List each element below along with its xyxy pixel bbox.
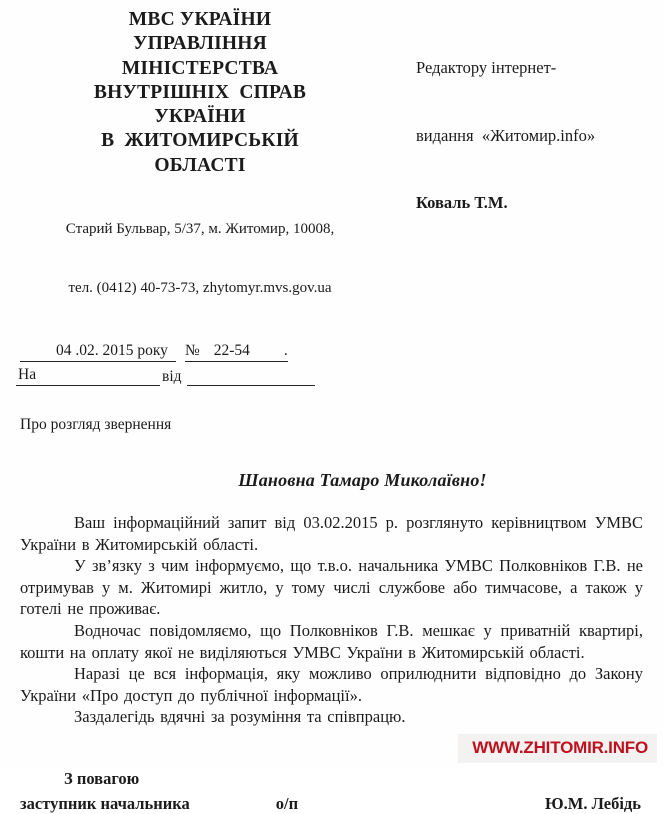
recipient-name: Коваль Т.М.	[416, 193, 508, 212]
salutation: Шановна Тамаро Миколаївно!	[238, 470, 487, 491]
signature-row	[0, 794, 663, 814]
reply-vid-underline	[187, 384, 315, 386]
ref-date-underline	[20, 341, 176, 362]
body-paragraph: У зв’язку з чим інформуємо, що т.в.о. начальника УМВС Полковніков Г.В. не отримував у м. Житомирі житло, у тому числі службове або тимчасове, а також у готелі не проживає.	[20, 556, 643, 619]
recipient-line: видання «Житомир.info»	[416, 125, 596, 145]
org-name	[14, 8, 386, 178]
body-paragraph: Наразі це вся інформація, яку можливо оприлюднити відповідно до Закону України «Про доступ до публічної інформації».	[20, 664, 643, 705]
recipient-block	[386, 8, 653, 386]
org-name-line: ОБЛАСТІ	[154, 154, 246, 176]
body-paragraph: Водночас повідомляємо, що Полковніков Г.В. мешкає у приватній квартирі, кошти на оплату якої не виділяються УМВС України в Житомирській області.	[20, 621, 643, 662]
reply-vid-label: від	[162, 368, 182, 386]
org-address-phone-site: тел. (0412) 40-73-73, zhytomyr.mvs.gov.ua	[68, 279, 332, 296]
reply-na-label: На	[18, 366, 37, 384]
ref-number-value: 22-54	[213, 342, 250, 360]
ref-number-line	[14, 341, 386, 362]
subject-line: Про розгляд звернення	[20, 416, 172, 434]
body-paragraph: Ваш інформаційний запит від 03.02.2015 р. розглянуто керівництвом УМВС України в Житомирській області.	[20, 513, 643, 554]
reply-na-underline	[16, 365, 160, 386]
closing-regards: З повагою	[64, 769, 140, 789]
letterhead-row	[0, 0, 663, 386]
org-name-line: МВС УКРАЇНИ	[128, 9, 272, 30]
org-name-line: В ЖИТОМИРСЬКІЙ	[101, 130, 299, 152]
ref-period: .	[283, 342, 288, 360]
org-name-line: УКРАЇНИ	[154, 106, 246, 128]
body-paragraph: Заздалегідь вдячні за розуміння та співпрацю.	[74, 707, 406, 727]
watermark: WWW.ZHITOMIR.INFO	[458, 734, 657, 763]
letterhead-org-block	[14, 8, 386, 386]
ref-date: 04 .02. 2015 року	[56, 342, 168, 360]
org-name-line: МІНІСТЕРСТВА	[121, 57, 279, 79]
ref-reply-line	[14, 365, 386, 386]
ref-number-underline	[185, 341, 288, 362]
org-name-line: ВНУТРІШНІХ СПРАВ	[93, 81, 307, 103]
signer-name: Ю.М. Лебідь	[545, 794, 641, 814]
ref-number-sign: №	[184, 342, 200, 360]
org-name-line: УПРАВЛІННЯ	[133, 33, 267, 55]
recipient-line: Редактору інтернет-	[416, 58, 557, 77]
org-address-street: Старий Бульвар, 5/37, м. Житомир, 10008,	[65, 221, 335, 238]
letter-body	[20, 512, 643, 728]
signer-op-mark: о/п	[275, 794, 299, 814]
signer-position: заступник начальника	[20, 794, 190, 814]
closing-block	[0, 769, 663, 814]
org-address	[14, 181, 386, 337]
